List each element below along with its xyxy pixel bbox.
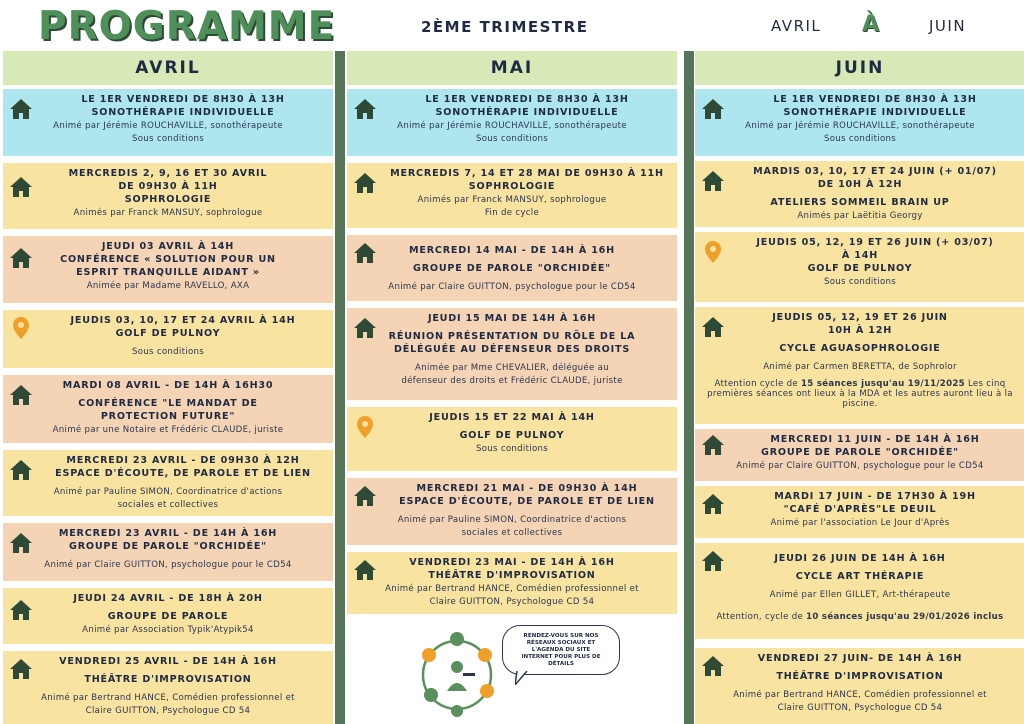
event-card: [347, 89, 677, 156]
house-icon: [9, 246, 33, 270]
event-card: [347, 478, 677, 545]
note-highlight: 15 séances jusqu'au 19/11/2025: [800, 379, 965, 389]
event-title: CONFÉRENCE « SOLUTION POUR UN: [60, 254, 276, 265]
event-condition: Sous conditions: [475, 134, 549, 144]
promo-line: L'AGENDA DU SITE: [531, 647, 591, 653]
event-host: Animé par Claire GUITTON, psychologue pour le CD54: [388, 282, 636, 292]
map-pin-icon: [701, 240, 725, 264]
event-card: [3, 588, 333, 644]
event-condition: Sous conditions: [131, 134, 205, 144]
event-host: Animée par Mme CHEVALIER, déléguée au: [415, 363, 609, 373]
social-promo: [347, 617, 677, 724]
event-title: ESPACE D'ÉCOUTE, DE PAROLE ET DE LIEN: [399, 496, 655, 507]
event-host: Claire GUITTON, Psychologue CD 54: [429, 597, 595, 607]
event-card: [3, 310, 333, 368]
promo-bubble: [502, 625, 620, 675]
event-host: Animé par l'association Le Jour d'Après: [770, 518, 950, 528]
column-juin: [695, 51, 1024, 724]
event-title: SONOTHÉRAPIE INDIVIDUELLE: [91, 107, 275, 118]
event-card: [695, 232, 1024, 302]
column-mai: [347, 51, 677, 724]
event-host: sociales et collectives: [461, 528, 563, 538]
event-time: À 14H: [841, 250, 879, 261]
event-date: MARDI 08 AVRIL - DE 14H À 16H30: [62, 380, 274, 391]
note-text: Les cinq premières séances ont lieux à la MDA et les autres auront lieu à la piscine.: [707, 379, 1013, 409]
event-note: Fin de cycle: [484, 208, 540, 218]
event-note: [701, 379, 1019, 409]
event-card: [3, 651, 333, 724]
event-time: DE 09H30 À 11H: [118, 181, 218, 192]
event-date: JEUDI 15 MAI DE 14H À 16H: [427, 313, 597, 324]
event-card: [3, 163, 333, 229]
house-icon: [9, 531, 33, 555]
column-separator: [684, 51, 694, 724]
event-card: [3, 523, 333, 581]
event-date: MERCREDIS 2, 9, 16 ET 30 AVRIL: [68, 168, 268, 179]
event-title: ATELIERS SOMMEIL BRAIN UP: [770, 197, 950, 208]
event-date: LE 1ER VENDREDI DE 8H30 À 13H: [773, 94, 977, 105]
event-host: Animé par Bertrand HANCE, Comédien professionnel et: [41, 693, 295, 703]
event-date: MARDIS 03, 10, 17 ET 24 JUIN (+ 01/07): [753, 166, 997, 177]
event-host: Animé par Jérémie ROUCHAVILLE, sonothérapeute: [397, 121, 627, 131]
house-icon: [9, 97, 33, 121]
event-date: JEUDI 24 AVRIL - DE 18H À 20H: [73, 593, 263, 604]
event-date: MERCREDI 21 MAI - DE 09H30 À 14H: [416, 483, 638, 494]
event-host: Animé par Carmen BERETTA, de Sophrolor: [763, 362, 957, 372]
house-icon: [9, 383, 33, 407]
event-title: SOPHROLOGIE: [124, 194, 212, 205]
promo-line: RENDEZ-VOUS SUR NOS: [523, 633, 599, 639]
house-icon: [9, 458, 33, 482]
event-date: MERCREDI 23 AVRIL - DE 09H30 À 12H: [66, 455, 300, 466]
house-icon: [701, 315, 725, 339]
event-card: [3, 236, 333, 303]
event-title: "CAFÉ D'APRÈS"LE DEUIL: [783, 504, 937, 515]
event-date: MERCREDIS 7, 14 ET 28 MAI DE 09H30 À 11H: [390, 168, 664, 179]
promo-line: RÉSEAUX SOCIAUX ET: [526, 640, 596, 646]
event-host: Animé par Ellen GILLET, Art-thérapeute: [769, 590, 951, 600]
event-title: RÉUNION PRÉSENTATION DU RÔLE DE LA: [388, 331, 636, 342]
range-end: JUIN: [929, 17, 967, 35]
event-title: THÉÂTRE D'IMPROVISATION: [776, 671, 944, 682]
map-pin-icon: [9, 316, 33, 340]
column-avril: [3, 51, 333, 724]
event-host: Animé par Bertrand HANCE, Comédien professionnel et: [733, 690, 987, 700]
event-card: [695, 543, 1024, 639]
bubble-tail: [515, 671, 529, 685]
event-date: JEUDIS 05, 12, 19 ET 26 JUIN: [772, 312, 948, 323]
house-icon: [701, 492, 725, 516]
event-date: VENDREDI 25 AVRIL - DE 14H À 16H: [59, 656, 277, 667]
event-card: [347, 163, 677, 228]
note-highlight: 10 séances jusqu'au 29/01/2026 inclus: [806, 612, 1004, 622]
event-title: GOLF DE PULNOY: [115, 328, 221, 339]
event-card: [3, 450, 333, 516]
event-card: [3, 89, 333, 156]
event-card: [695, 648, 1024, 724]
network-illustration: [417, 629, 497, 717]
event-card: [695, 89, 1024, 156]
event-host: Claire GUITTON, Psychologue CD 54: [777, 703, 943, 713]
event-card: [695, 161, 1024, 227]
house-icon: [701, 654, 725, 678]
event-date: JEUDI 03 AVRIL À 14H: [101, 241, 235, 252]
house-icon: [353, 558, 377, 582]
event-host: Animée par Madame RAVELLO, AXA: [86, 281, 250, 291]
event-title: GROUPE DE PAROLE "ORCHIDÉE": [761, 447, 959, 458]
event-card: [3, 375, 333, 443]
column-separator: [335, 51, 345, 724]
event-date: JEUDIS 15 ET 22 MAI À 14H: [429, 412, 595, 423]
event-title: GOLF DE PULNOY: [807, 263, 913, 274]
event-title: GOLF DE PULNOY: [459, 430, 565, 441]
event-title: CYCLE ART THÉRAPIE: [795, 571, 925, 582]
range-start: AVRIL: [771, 17, 822, 35]
event-date: MERCREDI 14 MAI - DE 14H À 16H: [409, 245, 615, 256]
event-condition: Sous conditions: [823, 277, 897, 287]
event-host: Animé par Jérémie ROUCHAVILLE, sonothérapeute: [53, 121, 283, 131]
event-host: sociales et collectives: [117, 500, 219, 510]
event-date: MERCREDI 11 JUIN - DE 14H À 16H: [770, 434, 980, 445]
event-host: Animés par Laëtitia Georgy: [797, 211, 923, 221]
promo-line: DÉTAILS: [548, 661, 574, 667]
event-title: SONOTHÉRAPIE INDIVIDUELLE: [783, 107, 967, 118]
range-arrow: À: [862, 12, 880, 37]
event-host: Animés par Franck MANSUY, sophrologue: [417, 195, 607, 205]
event-host: Animé par Claire GUITTON, psychologue pour le CD54: [736, 461, 984, 471]
house-icon: [353, 97, 377, 121]
note-text: Attention cycle de: [714, 379, 801, 389]
month-header: MAI: [347, 51, 677, 85]
event-title: DÉLÉGUÉE AU DÉFENSEUR DES DROITS: [393, 344, 631, 355]
house-icon: [353, 316, 377, 340]
event-host: Animé par Jérémie ROUCHAVILLE, sonothérapeute: [745, 121, 975, 131]
house-icon: [701, 169, 725, 193]
event-condition: Sous conditions: [475, 444, 549, 454]
event-host: Animé par Pauline SIMON, Coordinatrice d'actions: [53, 487, 283, 497]
event-time: 10H À 12H: [827, 325, 893, 336]
event-title: PROTECTION FUTURE": [100, 411, 236, 422]
event-title: CYCLE AGUASOPHROLOGIE: [779, 343, 941, 354]
event-host: défenseur des droits et Frédéric CLAUDE, juriste: [401, 376, 623, 386]
page-title: PROGRAMME: [38, 4, 336, 49]
map-pin-icon: [353, 415, 377, 439]
house-icon: [353, 171, 377, 195]
event-card: [695, 307, 1024, 424]
trimester-label: 2ÈME TRIMESTRE: [421, 18, 589, 36]
house-icon: [701, 97, 725, 121]
house-icon: [9, 657, 33, 681]
note-text: Attention, cycle de: [716, 612, 807, 622]
event-title: CONFÉRENCE "LE MANDAT DE: [78, 398, 258, 409]
event-title: SOPHROLOGIE: [468, 181, 556, 192]
event-time: DE 10H À 12H: [817, 179, 903, 190]
event-card: [347, 552, 677, 614]
event-host: Animé par Pauline SIMON, Coordinatrice d'actions: [397, 515, 627, 525]
promo-line: INTERNET POUR PLUS DE: [521, 654, 601, 660]
house-icon: [9, 175, 33, 199]
house-icon: [701, 433, 725, 457]
event-date: JEUDIS 03, 10, 17 ET 24 AVRIL À 14H: [70, 315, 296, 326]
event-host: Animé par Association Typik'Atypik54: [82, 625, 254, 635]
event-condition: Sous conditions: [131, 347, 205, 357]
house-icon: [353, 484, 377, 508]
house-icon: [353, 241, 377, 265]
event-date: LE 1ER VENDREDI DE 8H30 À 13H: [81, 94, 285, 105]
event-date: VENDREDI 23 MAI - DE 14H À 16H: [409, 557, 615, 568]
event-title: THÉÂTRE D'IMPROVISATION: [428, 570, 596, 581]
event-host: Animé par une Notaire et Frédéric CLAUDE, juriste: [52, 425, 284, 435]
event-condition: Sous conditions: [823, 134, 897, 144]
event-title: ESPACE D'ÉCOUTE, DE PAROLE ET DE LIEN: [55, 468, 311, 479]
event-date: VENDREDI 27 JUIN- DE 14H À 16H: [757, 653, 963, 664]
house-icon: [9, 598, 33, 622]
event-title: SONOTHÉRAPIE INDIVIDUELLE: [435, 107, 619, 118]
event-card: [347, 308, 677, 400]
event-title: GROUPE DE PAROLE "ORCHIDÉE": [413, 263, 611, 274]
event-note: [701, 611, 1019, 623]
house-icon: [701, 549, 725, 573]
event-date: JEUDIS 05, 12, 19 ET 26 JUIN (+ 03/07): [756, 237, 994, 248]
event-host: Animé par Bertrand HANCE, Comédien professionnel et: [385, 584, 639, 594]
event-title: THÉÂTRE D'IMPROVISATION: [84, 674, 252, 685]
event-card: [695, 429, 1024, 481]
event-date: MARDI 17 JUIN - DE 17H30 À 19H: [774, 491, 976, 502]
event-host: Animé par Claire GUITTON, psychologue pour le CD54: [44, 560, 292, 570]
event-title: GROUPE DE PAROLE "ORCHIDÉE": [69, 541, 267, 552]
event-date: JEUDI 26 JUIN DE 14H À 16H: [774, 553, 946, 564]
event-card: [695, 486, 1024, 538]
event-host: Animés par Franck MANSUY, sophrologue: [73, 208, 263, 218]
event-title: ESPRIT TRANQUILLE AIDANT »: [76, 267, 260, 278]
event-title: GROUPE DE PAROLE: [107, 611, 229, 622]
event-card: [347, 235, 677, 301]
month-header: JUIN: [695, 51, 1024, 85]
event-card: [347, 407, 677, 471]
month-header: AVRIL: [3, 51, 333, 85]
event-date: LE 1ER VENDREDI DE 8H30 À 13H: [425, 94, 629, 105]
event-date: MERCREDI 23 AVRIL - DE 14H À 16H: [58, 528, 278, 539]
event-host: Claire GUITTON, Psychologue CD 54: [85, 706, 251, 716]
